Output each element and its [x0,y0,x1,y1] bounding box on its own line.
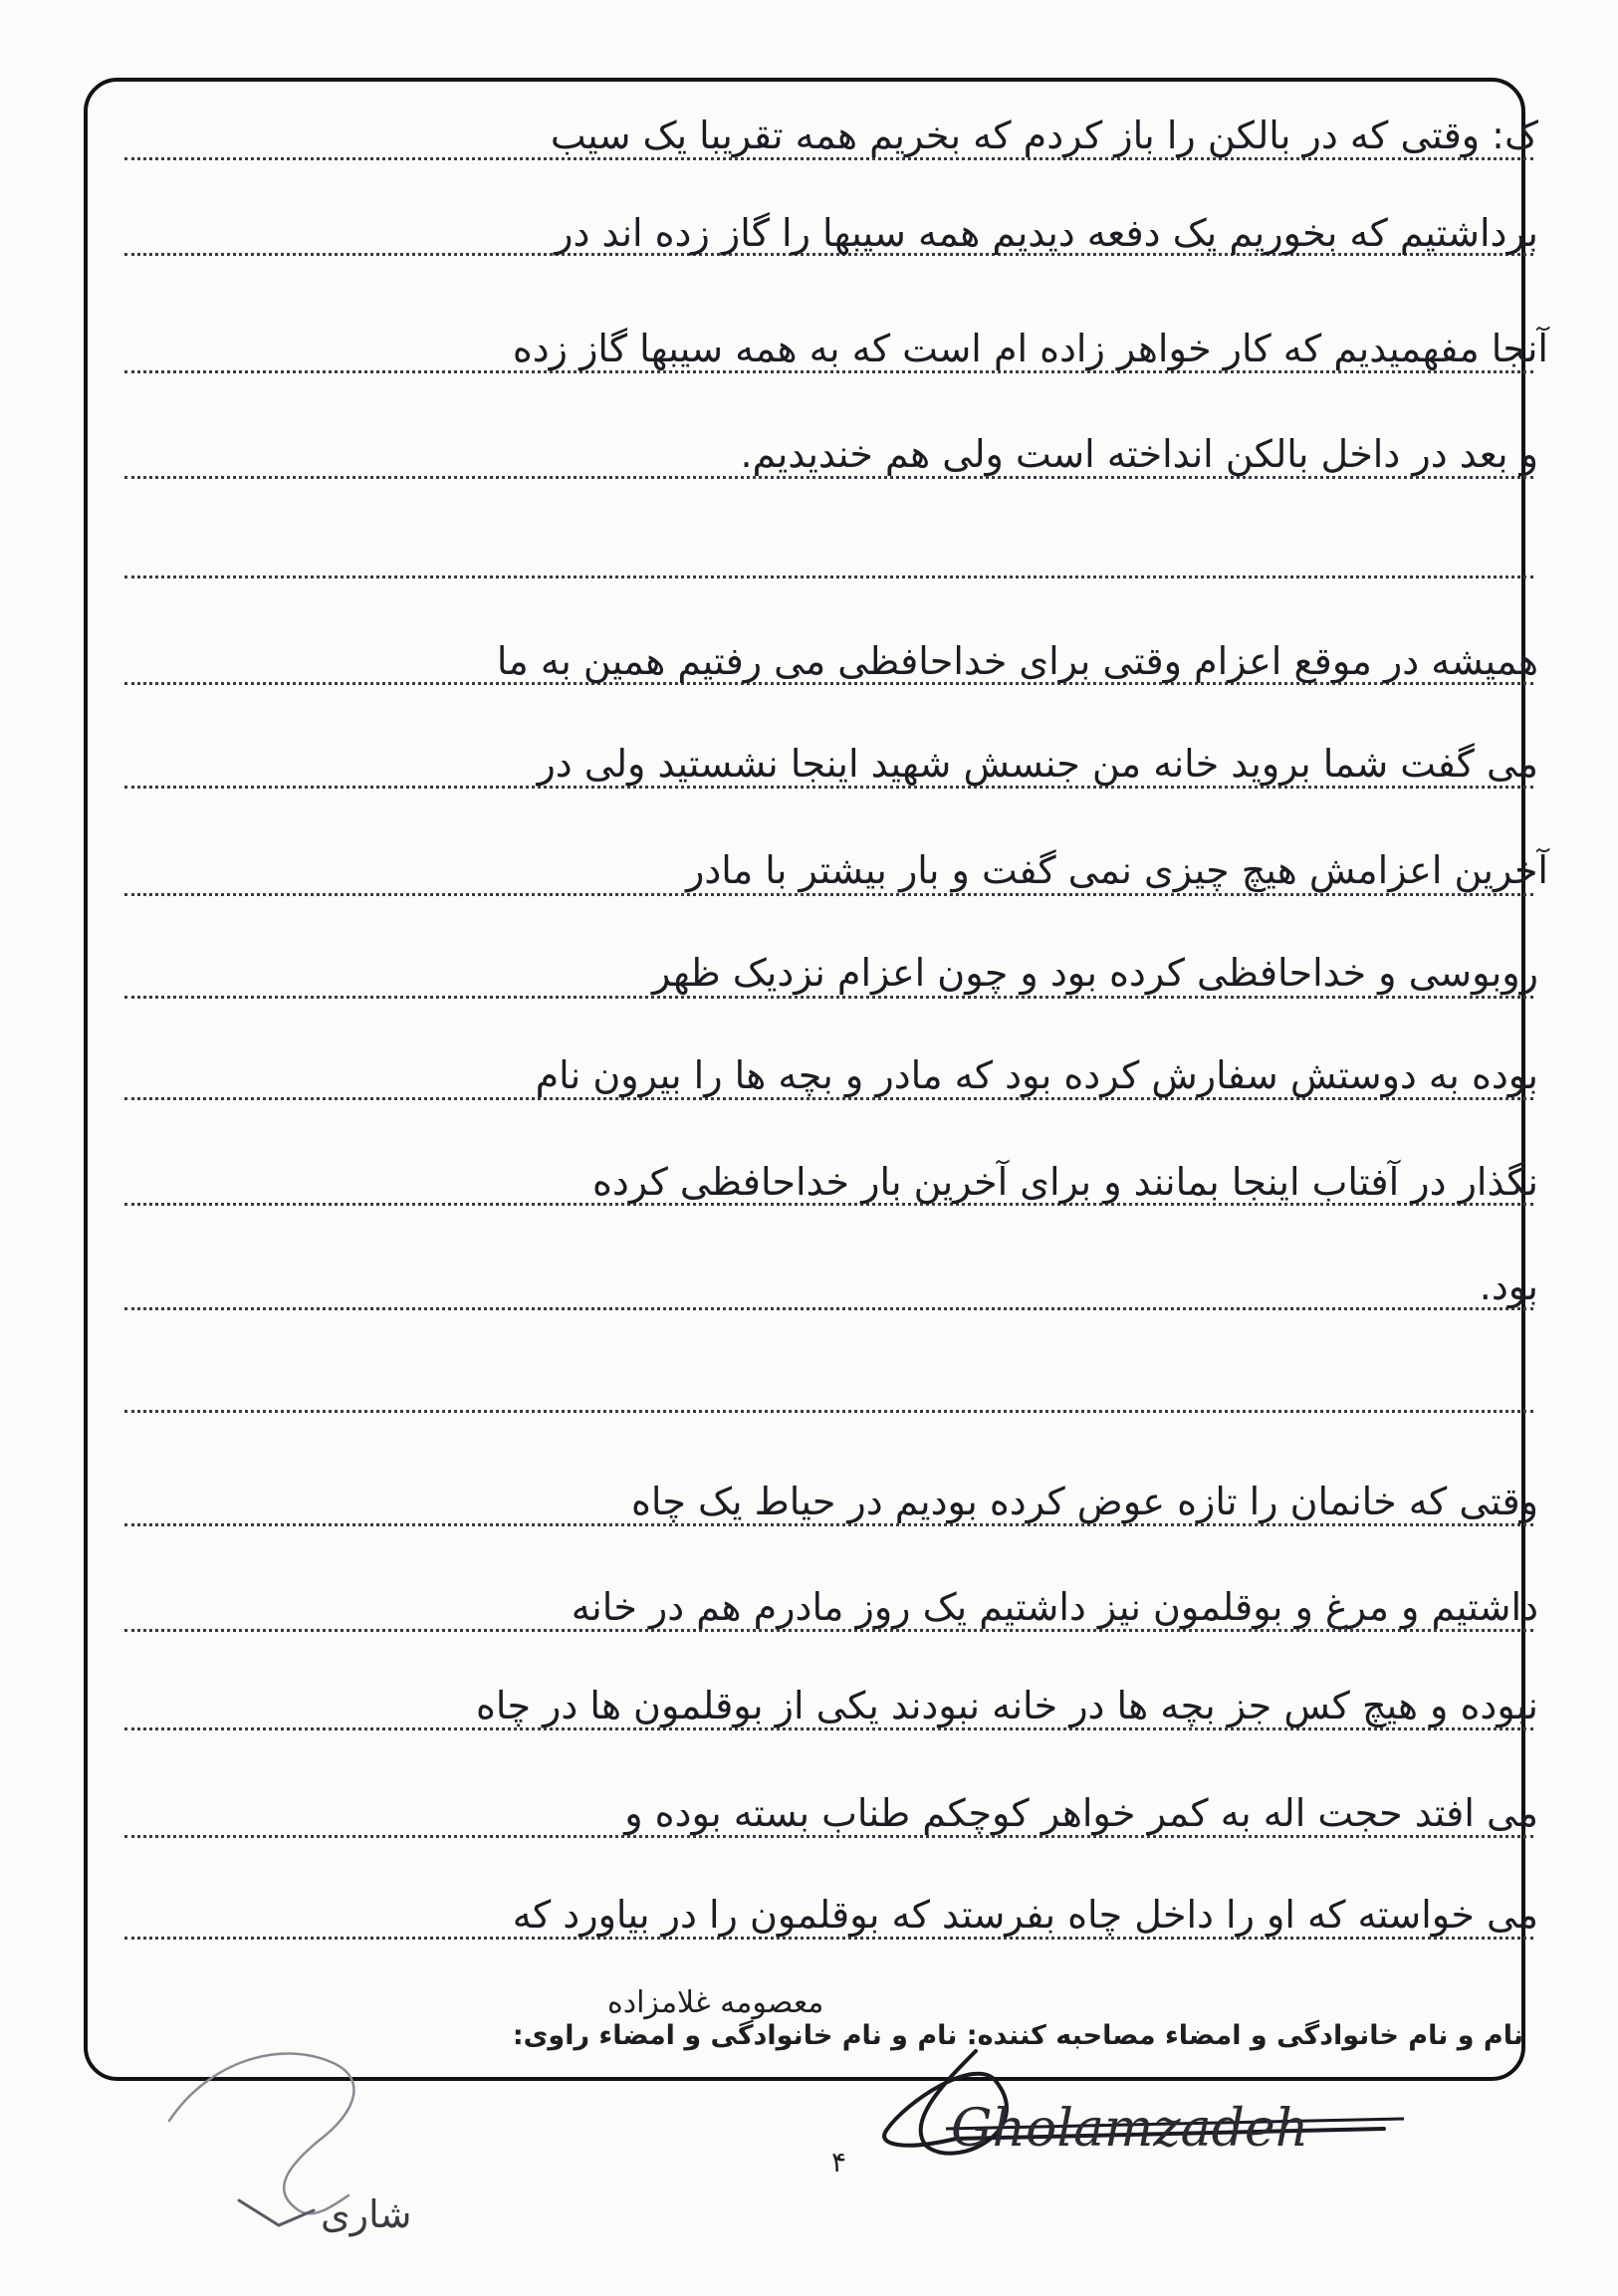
narrator-signature: Gholamzadeh [951,2099,1309,2159]
handwritten-line: وقتی که خانمان را تازه عوض کرده بودیم در حیاط یک چاه [630,1480,1538,1523]
handwritten-line: نگذار در آفتاب اینجا بمانند و برای آخرین بار خداحافظی کرده [591,1160,1538,1204]
signature-label: نام و نام خانوادگی و امضاء مصاحبه کننده: نام و نام خانوادگی و امضاء راوی: [512,2020,1523,2051]
writing-rule [124,1410,1533,1413]
handwritten-line: آنجا مفهمیدیم که کار خواهر زاده ام است که به همه سیبها گاز زده [512,327,1548,370]
handwritten-line: و بعد در داخل بالکن انداخته است ولی هم خندیدیم. [740,432,1538,476]
handwritten-line: همیشه در موقع اعزام وقتی برای خداحافظی می رفتیم همین به ما [496,639,1538,683]
handwritten-line: می افتد حجت اله به کمر خواهر کوچکم طناب بسته بوده و [624,1791,1538,1835]
interviewer-name: معصومه غلامزاده [607,1985,824,2020]
handwritten-line: می گفت شما بروید خانه من جنسش شهید اینجا نشستید ولی در [537,742,1538,786]
handwritten-line: نبوده و هیچ کس جز بچه ها در خانه نبودند یکی از بوقلمون ها در چاه [475,1684,1538,1727]
handwritten-line: آخرین اعزامش هیچ چیزی نمی گفت و بار بیشتر با مادر [685,848,1548,892]
handwritten-line: برداشتیم که بخوریم یک دفعه دیدیم همه سیبها را گاز زده اند در [555,211,1538,255]
handwritten-line: بود. [1479,1264,1538,1308]
handwritten-line: بوده به دوستش سفارش کرده بود که مادر و بچه ها را بیرون نام [535,1053,1538,1097]
handwritten-line: روبوسی و خداحافظی کرده بود و چون اعزام نزدیک ظهر [651,951,1538,995]
handwritten-line: می خواسته که او را داخل چاه بفرستد که بوقلمون را در بیاورد که [512,1893,1538,1937]
handwritten-line: ک: وقتی که در بالکن را باز کردم که بخریم همه تقریبا یک سیب [550,114,1538,157]
margin-note: شاری [321,2192,412,2236]
handwritten-line: داشتیم و مرغ و بوقلمون نیز داشتیم یک روز مادرم هم در خانه [571,1585,1538,1629]
writing-rule [124,575,1533,578]
page-number: ۴ [831,2146,847,2179]
